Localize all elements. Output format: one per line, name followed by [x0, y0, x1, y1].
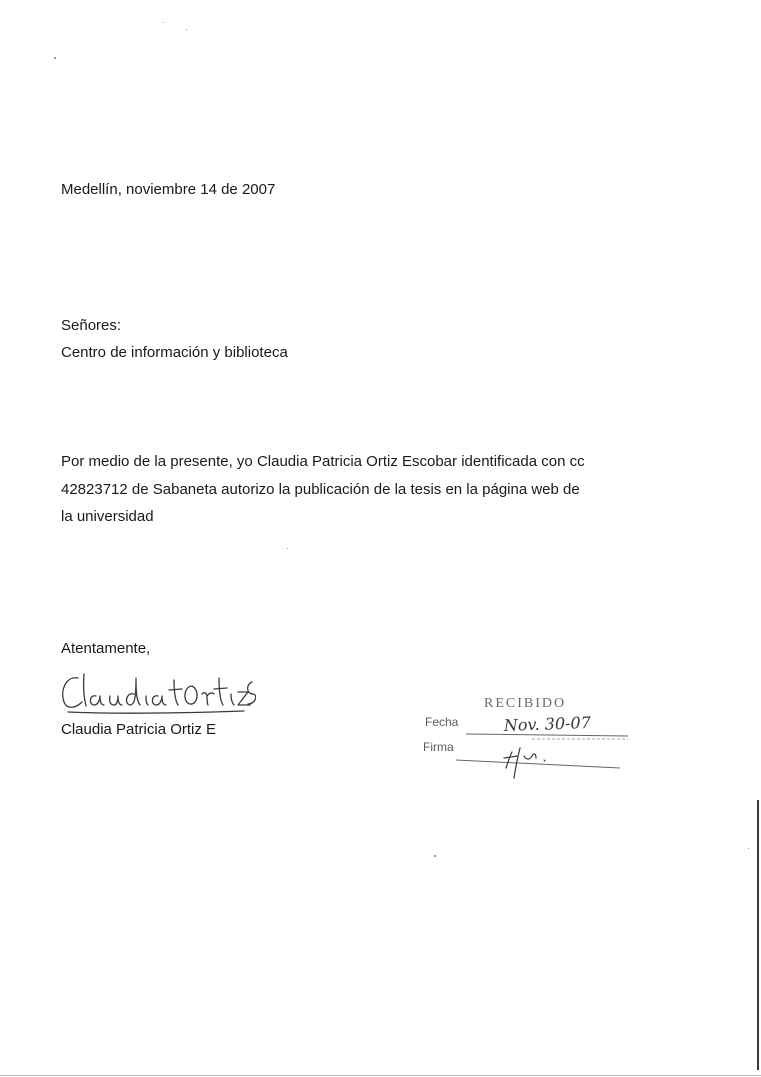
scan-speck [54, 57, 56, 59]
scan-speck [434, 855, 436, 857]
salutation: Señores: [61, 317, 122, 334]
signature-image [56, 668, 256, 716]
body-line: Por medio de la presente, yo Claudia Patricia Ortiz Escobar identificada con cc [61, 453, 585, 470]
scan-speck [186, 29, 187, 30]
signer-name: Claudia Patricia Ortiz E [61, 721, 217, 738]
date-line: Medellín, noviembre 14 de 2007 [61, 181, 276, 198]
scan-edge-bottom [0, 1075, 761, 1076]
stamp-firma-label: Firma [423, 740, 454, 754]
stamp-fecha-value: Nov. 30-07 [503, 712, 592, 735]
scan-edge-right [757, 800, 759, 1070]
stamp-fecha-label: Fecha [425, 715, 459, 729]
body-line: 42823712 de Sabaneta autorizo la publicación de la tesis en la página web de [61, 481, 580, 498]
scan-speck [287, 548, 288, 549]
received-stamp-graphic [420, 690, 630, 790]
closing-line: Atentamente, [61, 640, 151, 657]
scan-speck [163, 22, 164, 23]
recipient-line: Centro de información y biblioteca [61, 344, 288, 361]
stamp-title: RECIBIDO [484, 696, 567, 711]
received-stamp [420, 690, 630, 790]
body-line: la universidad [61, 508, 154, 525]
scan-speck [748, 848, 749, 849]
